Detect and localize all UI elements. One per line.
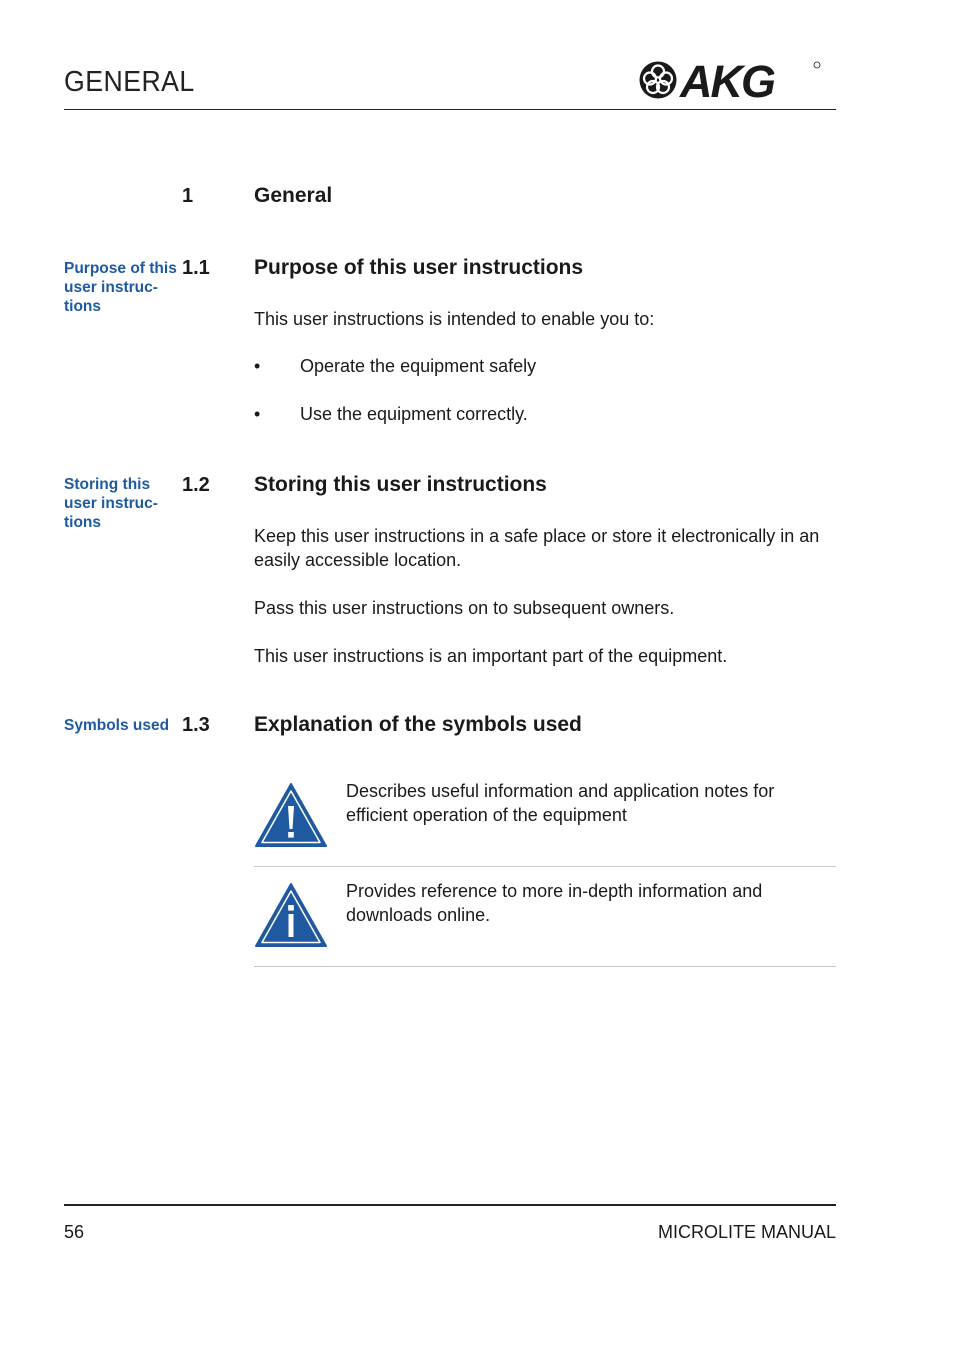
margin-note-line: Symbols used	[64, 717, 170, 734]
paragraph: This user instructions is an important part of the equipment.	[254, 646, 728, 666]
page-number: 56	[64, 1222, 85, 1242]
subsection-number: 1.1	[182, 257, 210, 279]
margin-note-line: tions	[64, 514, 102, 531]
footer-divider	[64, 1204, 836, 1206]
manual-title: MICROLITE MANUAL	[657, 1222, 836, 1242]
akg-logo-wordmark: AKG	[680, 58, 774, 102]
warning-triangle-icon	[254, 782, 328, 848]
subsection-title: Storing this user instructions	[254, 473, 547, 496]
bullet-marker: •	[254, 404, 261, 424]
section-number: 1	[182, 185, 194, 207]
symbol-divider	[254, 966, 836, 967]
paragraph: Pass this user instructions on to subsequent owners.	[254, 598, 675, 618]
akg-logo	[638, 58, 822, 102]
bullet-item: Use the equipment correctly.	[300, 404, 528, 424]
subsection-number: 1.2	[182, 474, 210, 496]
section-title: General	[254, 184, 333, 207]
header-divider	[64, 109, 836, 110]
subsection-number: 1.3	[182, 714, 210, 736]
margin-note-storing	[64, 475, 182, 532]
paragraph: Keep this user instructions in a safe place or store it electronically in an easily accessible location.	[254, 526, 820, 570]
margin-note-purpose	[64, 259, 182, 316]
subsection-title: Explanation of the symbols used	[254, 713, 582, 736]
margin-note-line: tions	[64, 298, 102, 315]
margin-note-line: user instruc-	[64, 495, 158, 512]
paragraph: This user instructions is intended to enable you to:	[254, 309, 655, 329]
page-header-title: GENERAL	[64, 66, 195, 98]
margin-note-line: Purpose of this	[64, 260, 177, 277]
bullet-item: Operate the equipment safely	[300, 356, 537, 376]
subsection-title: Purpose of this user instructions	[254, 256, 584, 279]
akg-clover-logo-icon	[640, 62, 677, 99]
margin-note-symbols	[64, 716, 182, 735]
info-triangle-icon	[254, 882, 328, 948]
symbol-divider	[254, 866, 836, 867]
symbol-description: Describes useful information and application notes for efficient operation of the equipment	[346, 781, 775, 825]
margin-note-line: Storing this	[64, 476, 151, 493]
bullet-marker: •	[254, 356, 261, 376]
margin-note-line: user instruc-	[64, 279, 158, 296]
symbol-description: Provides reference to more in-depth information and downloads online.	[346, 881, 763, 925]
